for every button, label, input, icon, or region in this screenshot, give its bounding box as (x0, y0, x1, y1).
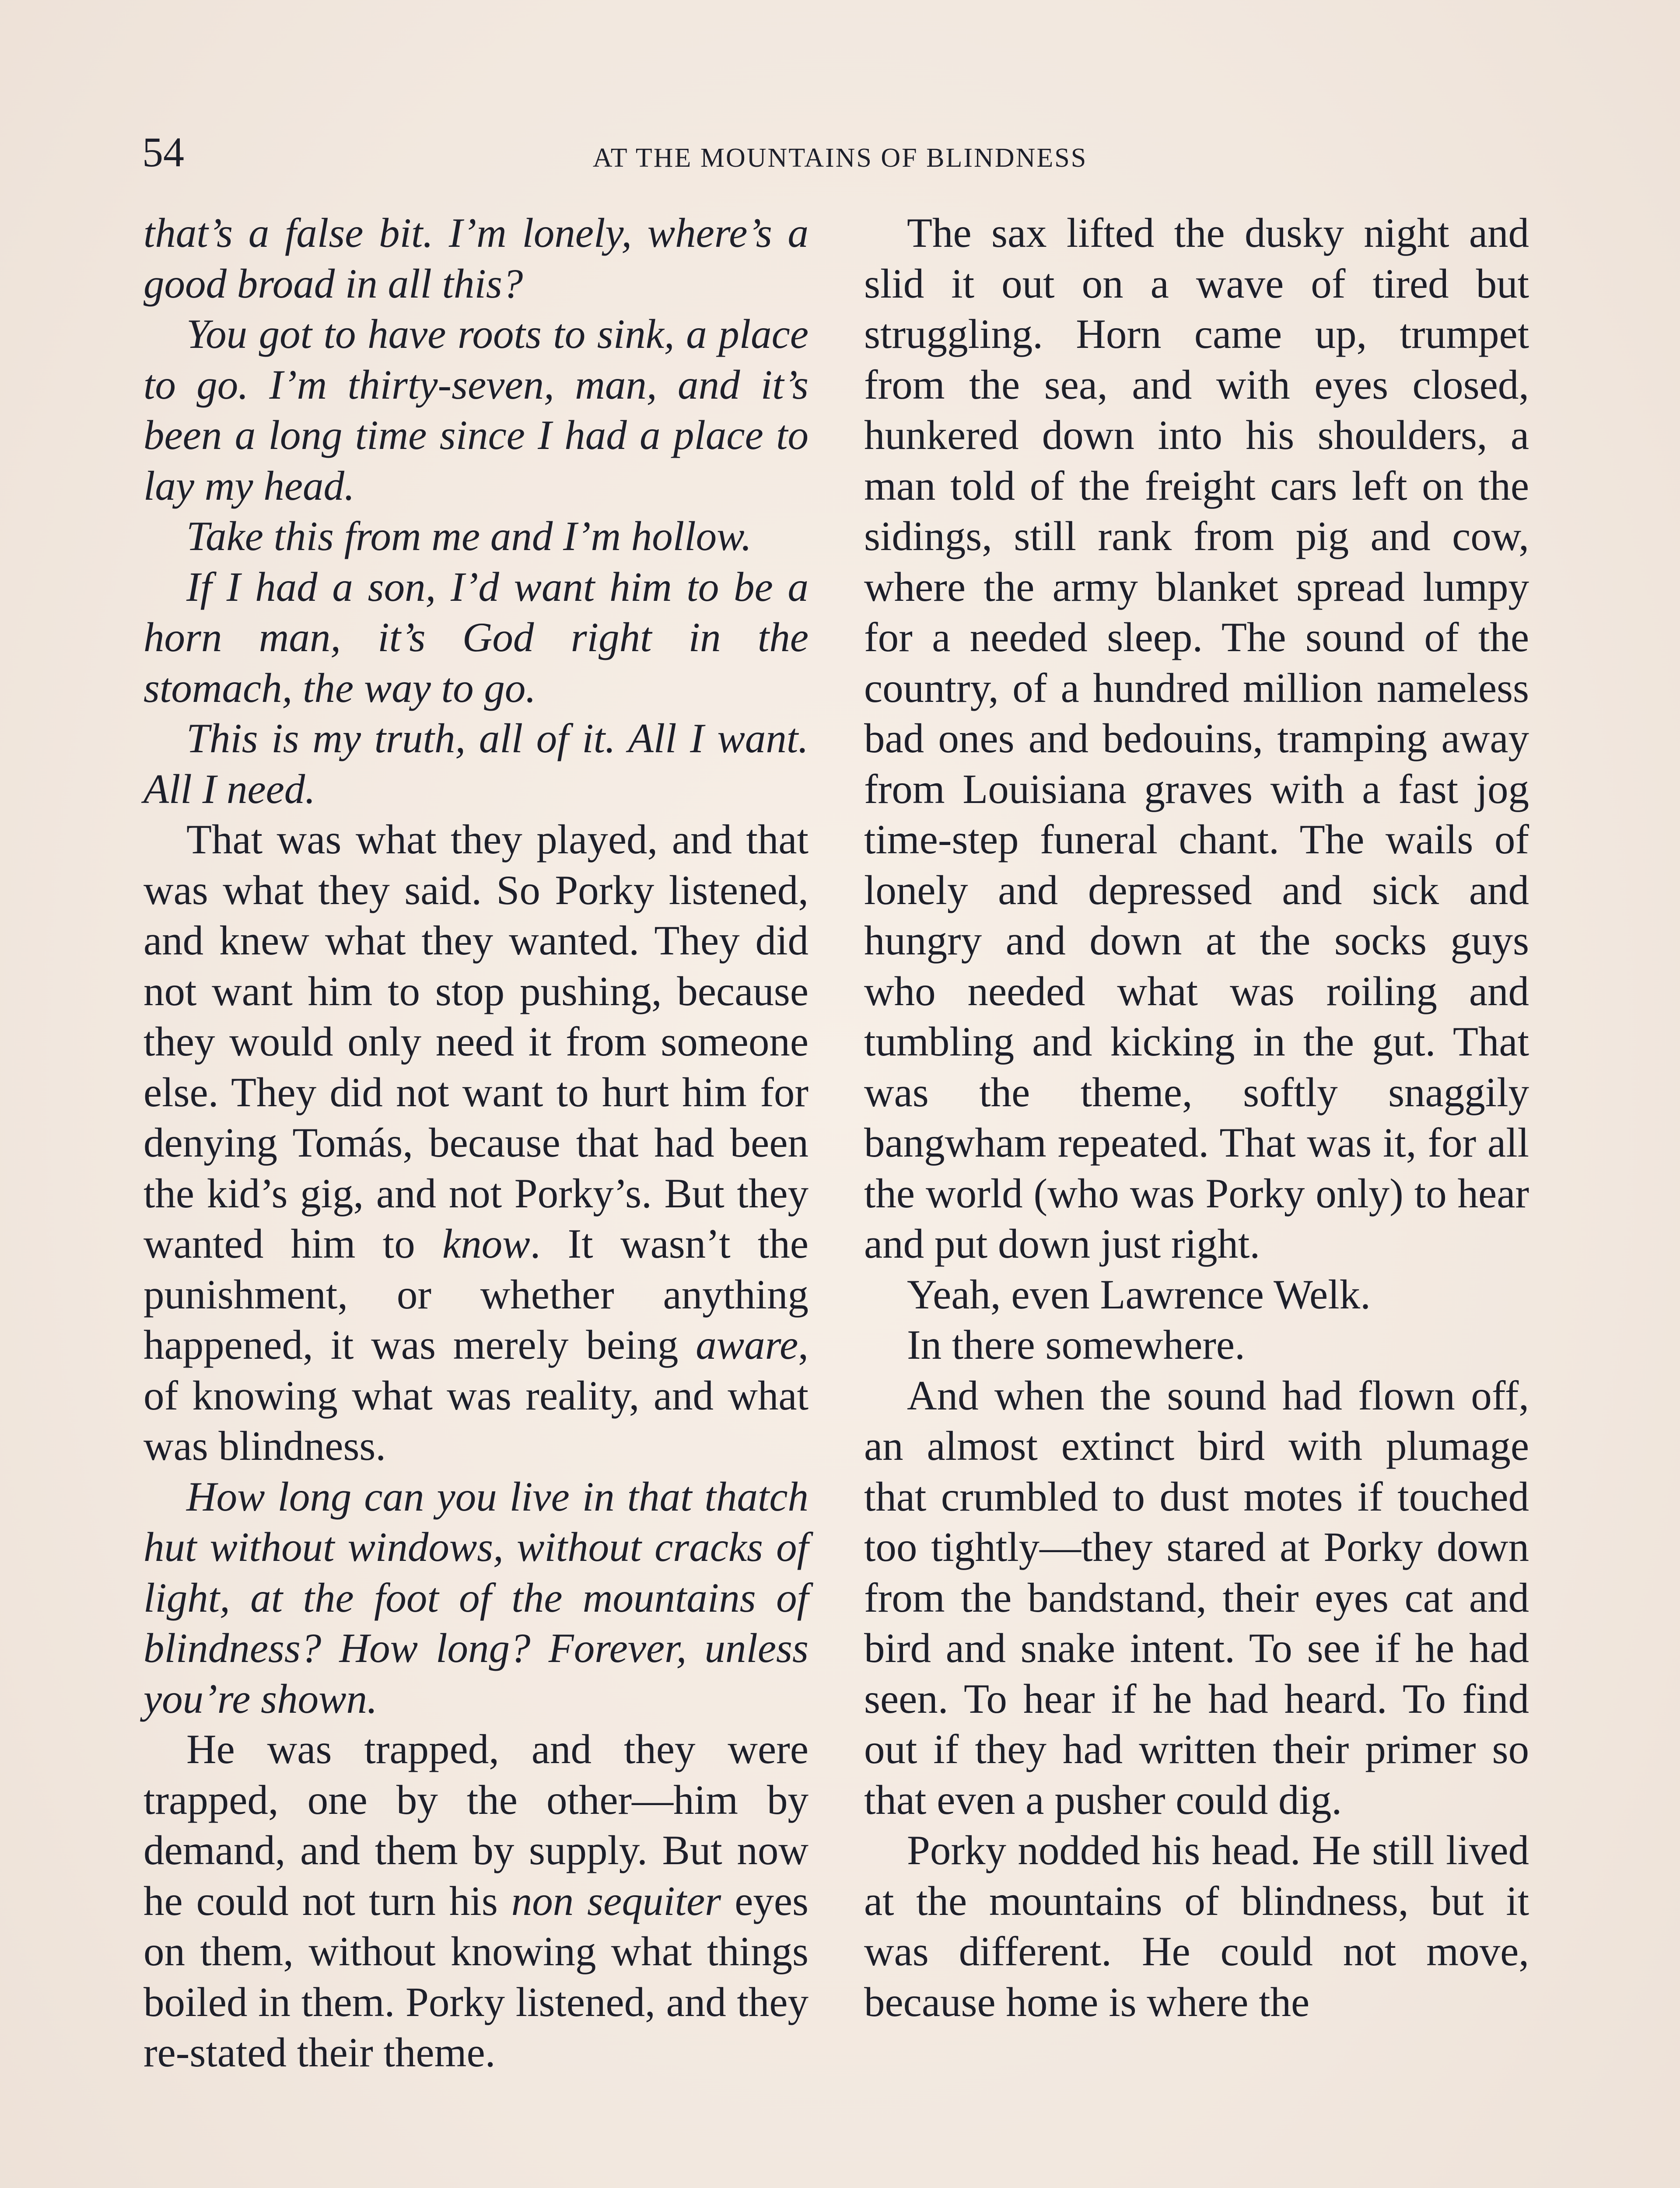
paragraph-text: That was what they played, and that was what they said. So Porky listened, and knew what they wanted. They did not want him to stop pushing, because they would only need it from someone else. They did not want to hurt him for denying Tomás, because that had been the kid’s gig, and not Porky’s. But they wanted him to (144, 816, 808, 1267)
paragraph-text: . It wasn’t the punishment, or whether anything happened, it was merely being (144, 1220, 808, 1368)
body-paragraph: Yeah, even Lawrence Welk. (907, 1271, 1371, 1318)
paragraph-text: He was trapped, and they were trapped, one by the other—him by demand, and them by supply. But now he could not turn his (144, 1726, 808, 1924)
italic-paragraph: How long can you live in that thatch hut without windows, without cracks of light, at the foot of the mountains of blindness? How long? Forever, unless you’re shown. (144, 1473, 808, 1722)
body-paragraph: In there somewhere. (907, 1322, 1245, 1368)
running-title: AT THE MOUNTAINS OF BLINDNESS (592, 143, 1088, 173)
paragraph-text: , of knowing what was reality, and what was blindness. (144, 1322, 808, 1469)
emphasis-text: know (442, 1220, 530, 1267)
italic-paragraph: If I had a son, I’d want him to be a horn man, it’s God right in the stomach, the way to go. (144, 563, 808, 711)
italic-paragraph: that’s a false bit. I’m lonely, where’s a good broad in all this? (144, 210, 808, 307)
right-column (864, 208, 1529, 2027)
emphasis-text: non sequiter (511, 1877, 721, 1924)
body-paragraph (144, 814, 808, 1472)
body-paragraph: The sax lifted the dusky night and slid it out on a wave of tired but struggling. Horn came up, trumpet from the sea, and with eyes closed, hunkered down into his shoulders, a man told of the freight cars left on the sidings, still rank from pig and cow, where the army blanket spread lumpy for a needed sleep. The sound of the country, of a hundred million nameless bad ones and bedouins, tramping away from Louisiana graves with a fast jog time-step funeral chant. The wails of lonely and depressed and sick and hungry and down at the socks guys who needed what was roiling and tumbling and kicking in the gut. That was the theme, softly snaggily bangwham repeated. That was it, for all the world (who was Porky only) to hear and put down just right. (864, 210, 1529, 1267)
italic-paragraph: You got to have roots to sink, a place to go. I’m thirty-seven, man, and it’s been a long time since I had a place to lay my head. (144, 311, 808, 509)
body-paragraph (144, 1724, 808, 2078)
emphasis-text: aware (696, 1322, 798, 1368)
left-column (144, 208, 808, 2078)
italic-paragraph: Take this from me and I’m hollow. (186, 513, 752, 559)
italic-paragraph: This is my truth, all of it. All I want. All I need. (144, 715, 808, 812)
body-paragraph: And when the sound had flown off, an almost extinct bird with plumage that crumbled to dust motes if touched too tightly—they stared at Porky down from the bandstand, their eyes cat and bird and snake intent. To see if he had seen. To hear if he had heard. To find out if they had written their primer so that even a pusher could dig. (864, 1372, 1529, 1823)
page-number: 54 (142, 129, 184, 175)
body-paragraph: Porky nodded his head. He still lived at the mountains of blindness, but it was different. He could not move, because home is where the (864, 1827, 1529, 2025)
paragraph-text: eyes on them, without knowing what things boiled in them. Porky listened, and they re-stated their theme. (144, 1877, 808, 2076)
